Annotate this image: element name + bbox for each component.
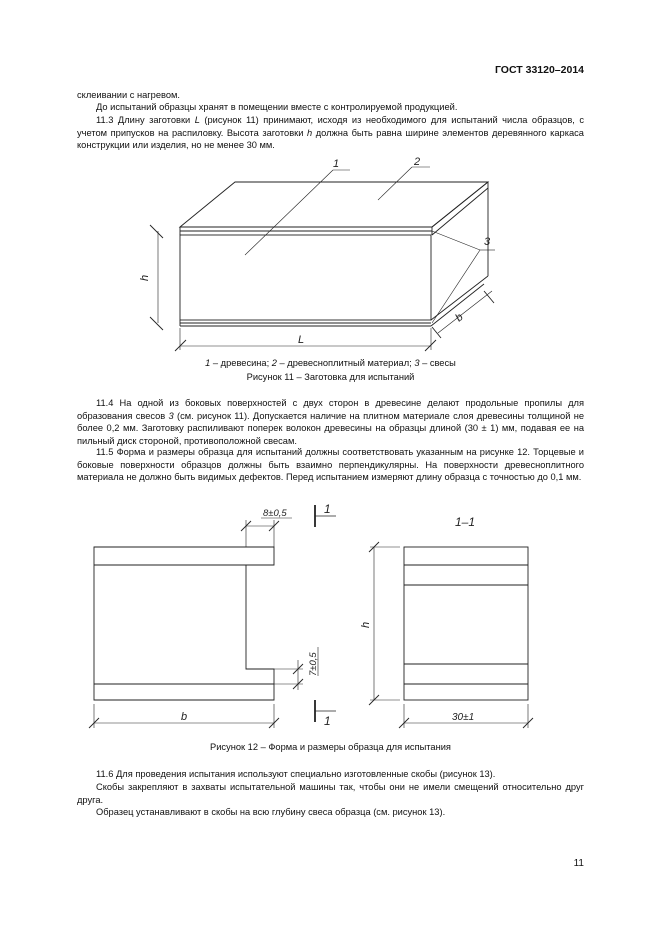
leader-label-1: 1 (333, 158, 340, 170)
paragraph-11-3-part-c: должна быть равна ширине элементов деревянного каркаса конструкции или изделия, но не менее 30 мм. (77, 127, 584, 151)
legend-text-1: – древесина; (210, 358, 272, 368)
dimension-7: 7±0,5 (308, 652, 319, 676)
paragraph-11-6: 11.6 Для проведения испытания используют специально изготовленные скобы (рисунок 13). (96, 769, 496, 779)
dimension-h: h (139, 274, 151, 281)
section-mark-bottom: 1 (324, 714, 331, 728)
symbol-3: 3 (168, 410, 174, 421)
dimension-L: L (298, 334, 305, 346)
dimension-b-fig12: b (181, 711, 188, 723)
paragraph-11-3-part-b: (рисунок 11) принимают, исходя из необходимого для испытаний числа образцов, с учетом припусков на распиловку. Высота заготовки (77, 115, 584, 138)
page-number: 11 (573, 858, 584, 869)
leader-label-3: 3 (484, 236, 491, 248)
figure-11-caption: Рисунок 11 – Заготовка для испытаний (246, 372, 415, 382)
legend-number-3: 3 (414, 358, 420, 368)
legend-number-2: 2 (271, 358, 277, 368)
legend-number-1: 1 (205, 358, 211, 368)
symbol-h: h (306, 127, 313, 138)
symbol-L: L (194, 115, 200, 125)
section-mark-top: 1 (324, 502, 331, 516)
legend-text-3: – свесы (419, 358, 456, 368)
dimension-30: 30±1 (452, 712, 475, 723)
paragraph-mounting: Образец устанавливают в скобы на всю глубину свеса образца (см. рисунок 13). (96, 807, 446, 817)
section-title: 1–1 (455, 515, 476, 529)
paragraph-11-5: 11.5 Форма и размеры образца для испытаний должны соответствовать указанным на рисунке 12. Торцевые и боковые поверхности образцов должны быть взаимно перпендикулярны. На поверхности древесноплитного материала не должно быть видимых дефектов. Перед испытанием измеряют длину образца с точностью до 0,1 мм. (77, 447, 584, 483)
paragraph-brackets: Скобы закрепляют в захваты испытательной машины так, чтобы они не имели смещений относительно друг друга. (77, 782, 584, 805)
standard-header: ГОСТ 33120–2014 (494, 64, 584, 76)
specimen-front-view (94, 547, 274, 700)
paragraph-11-4-part-a: 11.4 На одной из боковых поверхностей с двух сторон в древесине делают продольные пропилы для образования свесов (77, 398, 584, 421)
figure-12-caption: Рисунок 12 – Форма и размеры образца для испытания (210, 742, 451, 752)
specimen-section-view (404, 547, 528, 700)
dimension-8: 8±0,5 (263, 508, 287, 519)
paragraph-11-3-part-a: 11.3 Длину заготовки (96, 115, 195, 125)
paragraph-11-4-part-b: (см. рисунок 11). Допускается наличие на плитном материале слоя древесины толщиной не более 0,2 мм. Заготовку распиливают поперек волокон древесины на образцы длиной (30 ± 1) мм, подавая ее на пильный диск стороной, противоположной свесам. (77, 410, 584, 446)
paragraph-continuation: склеивании с нагревом. (77, 90, 180, 100)
dimension-b: b (453, 311, 466, 325)
dimension-h-fig12: h (360, 621, 372, 628)
legend-text-2: – древесноплитный материал; (276, 358, 415, 368)
leader-label-2: 2 (414, 156, 421, 168)
paragraph-storage: До испытаний образцы хранят в помещении вместе с контролируемой продукцией. (96, 102, 458, 112)
